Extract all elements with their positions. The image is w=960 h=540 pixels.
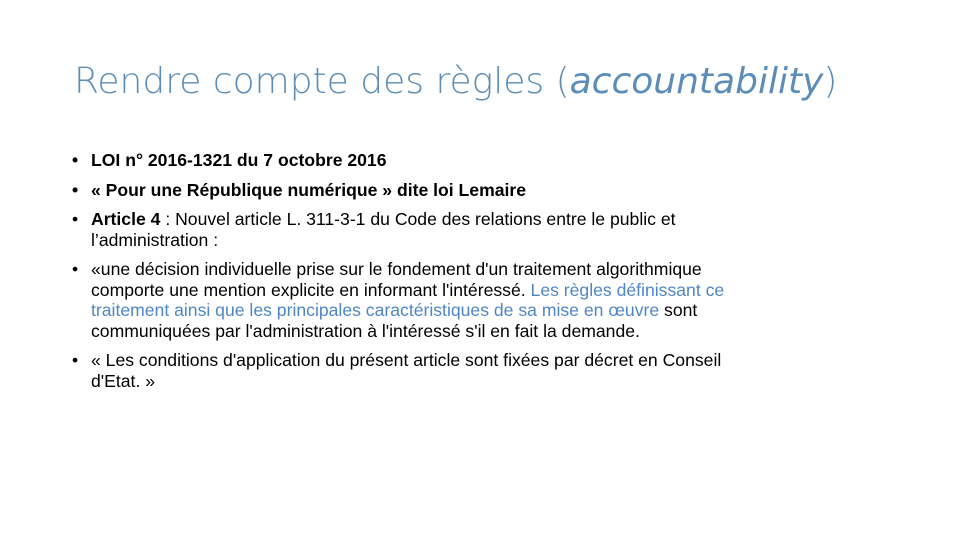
- quote-text-start: «une décision individuelle prise sur le fondement d'un traitement algorithmique comporte une mention explicite en informant l'intéressé.: [91, 259, 702, 300]
- quote-text-end: sont communiquées par l'administration à l'intéressé s'il en fait la demande.: [91, 300, 698, 341]
- slide-title: [74, 56, 837, 108]
- bullet-article-4: [72, 209, 752, 250]
- bullet-law-reference-text: LOI n° 2016-1321 du 7 octobre 2016: [91, 150, 387, 170]
- article-description: : Nouvel article L. 311-3-1 du Code des relations entre le public et l’administration :: [91, 209, 676, 250]
- application-conditions-text: « Les conditions d'application du présent article sont fixées par décret en Conseil d'Etat. »: [91, 350, 722, 391]
- title-close: ): [823, 61, 838, 102]
- bullet-application-conditions: [72, 350, 752, 391]
- article-label: Article 4: [91, 209, 161, 229]
- bullet-law-reference: [72, 150, 752, 171]
- bullet-law-name: [72, 180, 752, 201]
- bullet-article-quote: [72, 259, 752, 341]
- title-italic-term: accountability: [569, 61, 824, 102]
- bullet-list: [72, 150, 752, 400]
- quote-highlight: Les règles définissant ce traitement ainsi que les principales caractéristiques de sa mise en œuvre: [91, 279, 725, 320]
- title-text: Rendre compte des règles (: [74, 61, 570, 102]
- bullet-law-name-text: « Pour une République numérique » dite loi Lemaire: [91, 179, 527, 200]
